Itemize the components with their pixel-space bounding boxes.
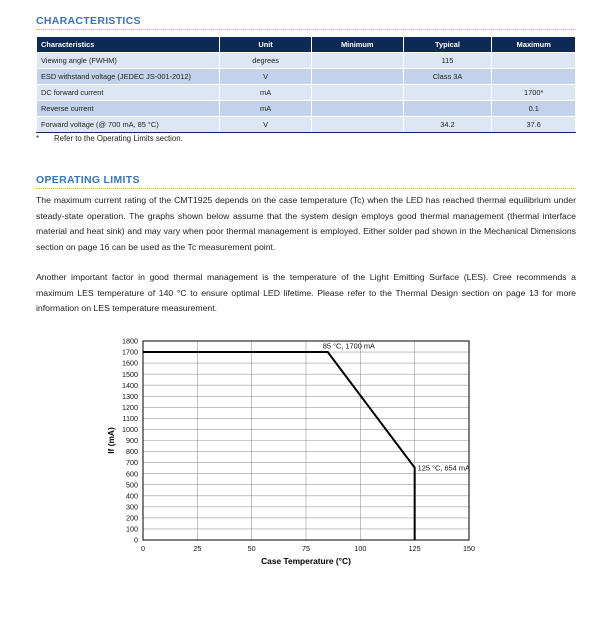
annotation-label: 85 °C, 1700 mA xyxy=(322,341,375,351)
footnote-mark: * xyxy=(36,134,40,143)
x-tick-label: 0 xyxy=(141,544,145,553)
x-tick-label: 150 xyxy=(463,544,475,553)
y-tick-label: 1200 xyxy=(122,402,138,412)
operating-limits-divider xyxy=(36,188,576,189)
table-cell xyxy=(311,101,403,117)
table-cell: mA xyxy=(220,101,312,117)
x-tick-label: 75 xyxy=(302,544,310,553)
series-line xyxy=(143,352,415,540)
x-tick-labels xyxy=(141,544,475,553)
y-tick-label: 1800 xyxy=(122,336,138,346)
col-header-unit: Unit xyxy=(220,37,312,53)
table-cell: 115 xyxy=(403,53,492,69)
col-header-characteristics: Characteristics xyxy=(37,37,220,53)
table-cell: Class 3A xyxy=(403,69,492,85)
x-tick-label: 25 xyxy=(193,544,202,553)
y-tick-label: 0 xyxy=(134,535,138,545)
table-row xyxy=(37,69,576,85)
col-header-typical: Typical xyxy=(403,37,492,53)
chart-grid xyxy=(143,341,469,540)
operating-limits-paragraph-2: Another important factor in good thermal management is the temperature of the Light Emitting Surface (LES). Cree recommends a maximum LES temperature of 140 °C to ensure optimal LED lifetime. Please refer to the Thermal Design section on page 13 for more information on LES temperature measurement. xyxy=(36,272,576,314)
table-footnote xyxy=(36,134,183,143)
operating-limits-paragraph-1: The maximum current rating of the CMT1925 depends on the case temperature (Tc) when the LED has reached thermal equilibrium under steady-state operation. The graphs shown below assume that the system design employs good thermal management (thermal interface material and heat sink) and may vary when poor thermal management is employed. Either solder pad shown in the Mechanical Dimensions section on page 16 can be used as the Tc measurement point. xyxy=(36,195,576,252)
table-cell: V xyxy=(220,117,312,133)
x-tick-label: 50 xyxy=(247,544,256,553)
y-tick-label: 1500 xyxy=(122,369,138,379)
operating-limits-heading: OPERATING LIMITS xyxy=(36,174,140,186)
characteristics-heading: CHARACTERISTICS xyxy=(36,15,141,27)
y-tick-label: 1600 xyxy=(122,358,138,368)
table-row xyxy=(37,117,576,133)
table-cell xyxy=(403,101,492,117)
table-cell xyxy=(311,85,403,101)
y-tick-label: 400 xyxy=(126,491,138,501)
table-cell: DC forward current xyxy=(37,85,220,101)
y-tick-label: 1700 xyxy=(122,347,138,357)
table-cell: V xyxy=(220,69,312,85)
annotation-label: 125 °C, 654 mA xyxy=(417,463,470,473)
table-row xyxy=(37,53,576,69)
table-cell xyxy=(492,69,576,85)
table-cell: 0.1 xyxy=(492,101,576,117)
y-tick-label: 600 xyxy=(126,469,138,479)
y-tick-label: 300 xyxy=(126,502,138,512)
table-cell: Viewing angle (FWHM) xyxy=(37,53,220,69)
y-tick-label: 1300 xyxy=(122,391,138,401)
y-tick-label: 200 xyxy=(126,513,138,523)
x-tick-label: 100 xyxy=(354,544,367,553)
table-cell xyxy=(311,117,403,133)
table-cell: 37.6 xyxy=(492,117,576,133)
y-tick-label: 900 xyxy=(126,436,138,446)
footnote-text: Refer to the Operating Limits section. xyxy=(54,134,183,143)
table-cell xyxy=(492,53,576,69)
table-cell: Forward voltage (@ 700 mA, 85 °C) xyxy=(37,117,220,133)
table-cell xyxy=(403,85,492,101)
characteristics-table xyxy=(36,36,576,133)
table-header-row xyxy=(37,37,576,53)
characteristics-divider xyxy=(36,29,576,30)
x-axis-label: Case Temperature (°C) xyxy=(261,556,351,566)
table-cell: 34.2 xyxy=(403,117,492,133)
y-tick-label: 700 xyxy=(126,458,138,468)
y-tick-label: 1100 xyxy=(122,413,138,423)
y-tick-label: 1000 xyxy=(122,425,138,435)
table-cell xyxy=(311,53,403,69)
derating-chart xyxy=(0,330,612,570)
table-cell: Reverse current xyxy=(37,101,220,117)
table-cell: 1700* xyxy=(492,85,576,101)
y-tick-label: 1400 xyxy=(122,380,138,390)
table-row xyxy=(37,101,576,117)
y-tick-labels xyxy=(122,337,138,545)
col-header-minimum: Minimum xyxy=(311,37,403,53)
x-tick-label: 125 xyxy=(408,544,421,553)
y-tick-label: 100 xyxy=(126,524,138,534)
table-cell: degrees xyxy=(220,53,312,69)
y-axis-label: If (mA) xyxy=(106,427,116,454)
y-tick-label: 500 xyxy=(126,480,138,490)
table-cell: mA xyxy=(220,85,312,101)
table-cell: ESD withstand voltage (JEDEC JS-001-2012) xyxy=(37,69,220,85)
y-tick-label: 800 xyxy=(126,447,138,457)
table-row xyxy=(37,85,576,101)
table-cell xyxy=(311,69,403,85)
col-header-maximum: Maximum xyxy=(492,37,576,53)
